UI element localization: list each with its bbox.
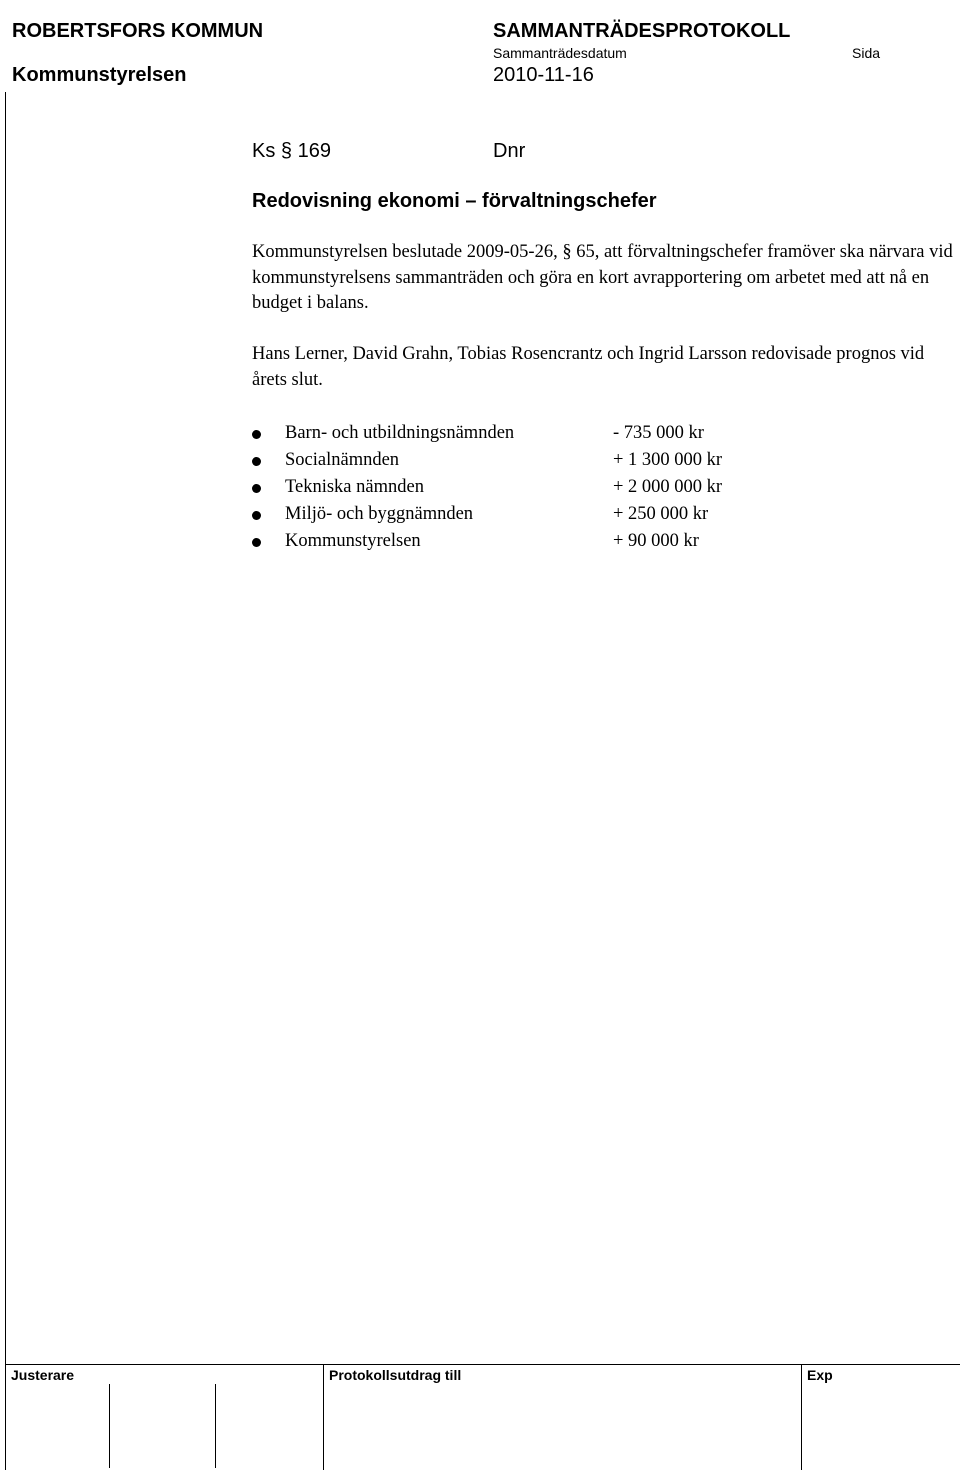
section-title: Redovisning ekonomi – förvaltningschefer — [252, 190, 657, 212]
section-number: Ks § 169 — [252, 140, 331, 162]
list-item — [252, 502, 852, 529]
list-item — [252, 421, 852, 448]
bullet-icon — [252, 511, 261, 520]
committee-name: Miljö- och byggnämnden — [285, 504, 474, 524]
forecast-amount: + 2 000 000 kr — [613, 477, 723, 497]
paragraph-report: Hans Lerner, David Grahn, Tobias Rosencrantz och Ingrid Larsson redovisade prognos vid årets slut. — [252, 344, 925, 390]
bullet-icon — [252, 457, 261, 466]
signature-box-divider — [109, 1384, 110, 1468]
footer-divider — [5, 1364, 6, 1470]
exp-label: Exp — [807, 1367, 833, 1383]
list-item — [252, 475, 852, 502]
list-item — [252, 448, 852, 475]
footer-divider — [323, 1364, 324, 1470]
footer-divider — [801, 1364, 802, 1470]
extract-label: Protokollsutdrag till — [329, 1367, 462, 1383]
forecast-amount: + 250 000 kr — [613, 504, 709, 524]
bullet-icon — [252, 484, 261, 493]
bullet-icon — [252, 538, 261, 547]
left-margin-line — [5, 92, 6, 1366]
paragraph-decision: Kommunstyrelsen beslutade 2009-05-26, § 65, att förvaltningschefer framöver ska närvara vid kommunstyrelsens sammanträden och göra en kort avrapportering om arbetet med att nå en budget i balans. — [252, 242, 953, 313]
adjusters-label: Justerare — [11, 1367, 75, 1383]
organization-name: ROBERTSFORS KOMMUN — [12, 20, 264, 42]
committee-name: Kommunstyrelsen — [285, 531, 421, 551]
signature-box-divider — [215, 1384, 216, 1468]
meeting-date: 2010-11-16 — [493, 64, 594, 86]
forecast-amount: + 90 000 kr — [613, 531, 699, 551]
forecast-amount: - 735 000 kr — [613, 423, 704, 443]
forecast-amount: + 1 300 000 kr — [613, 450, 723, 470]
document-type: SAMMANTRÄDESPROTOKOLL — [493, 20, 791, 42]
forecast-list — [252, 421, 852, 556]
page-label: Sida — [852, 45, 881, 61]
department-name: Kommunstyrelsen — [12, 64, 187, 86]
signature-footer — [5, 1364, 960, 1470]
dnr-label: Dnr — [493, 140, 526, 162]
committee-name: Barn- och utbildningsnämnden — [285, 423, 515, 443]
bullet-icon — [252, 430, 261, 439]
footer-rule — [5, 1364, 960, 1365]
date-label: Sammanträdesdatum — [493, 45, 627, 61]
list-item — [252, 529, 852, 556]
committee-name: Tekniska nämnden — [285, 477, 424, 497]
committee-name: Socialnämnden — [285, 450, 400, 470]
